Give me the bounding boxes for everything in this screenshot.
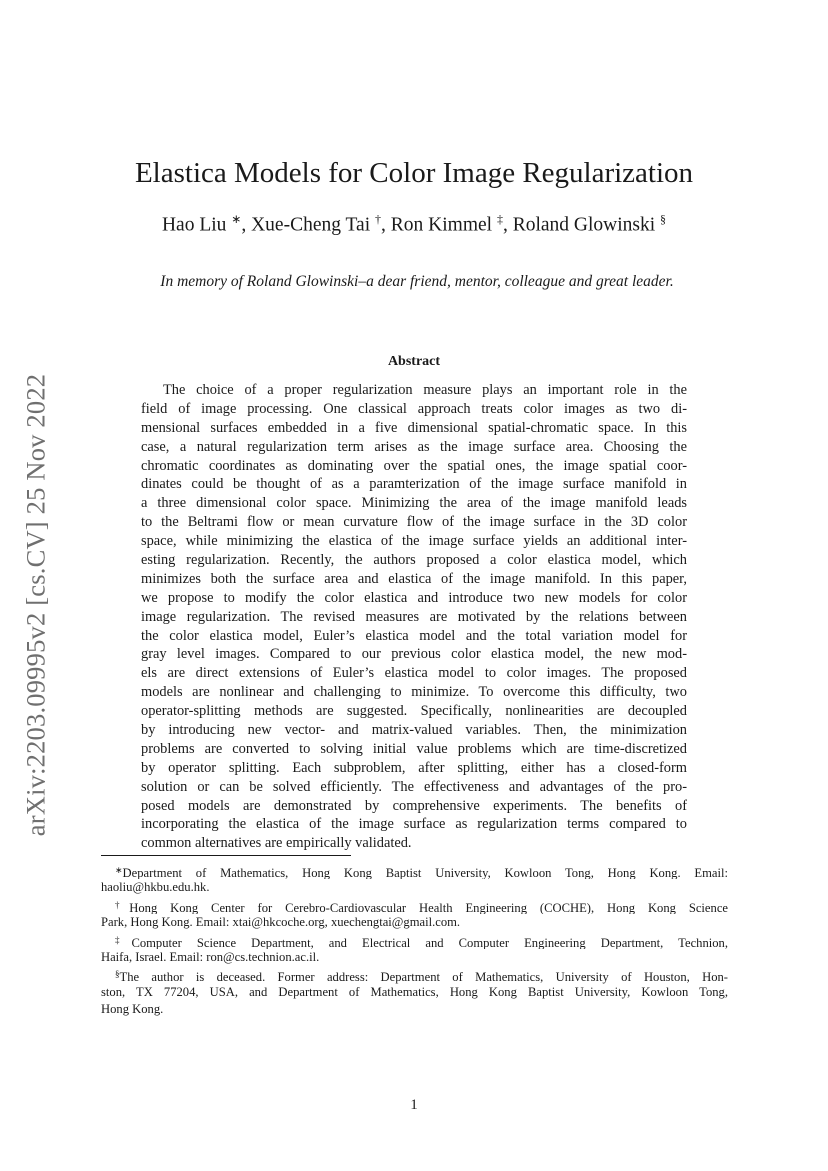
abstract-line: minimizes both the surface area and elastica of the image manifold. In this paper, (141, 570, 687, 587)
footnote-line: Hong Kong. (101, 1002, 164, 1017)
author-name: Xue-Cheng Tai (251, 214, 371, 236)
footnote-mark: ∗ (115, 865, 123, 875)
abstract-line: The choice of a proper regularization measure plays an important role in the (163, 382, 687, 398)
abstract-line: common alternatives are empirically validated. (141, 835, 412, 852)
author-footnote-mark: † (375, 212, 382, 226)
abstract-line: solution or can be solved efficiently. The effectiveness and advantages of the pro- (141, 778, 687, 795)
abstract-line: dinates could be thought of as a paramterization of the image surface manifold in (141, 476, 687, 493)
footnote-text: Department of Mathematics, Hong Kong Baptist University, Kowloon Tong, Hong Kong. Email: (122, 866, 728, 880)
footnote-mark: § (115, 969, 120, 980)
abstract-line: case, a natural regularization term arises as the image surface area. Choosing the (141, 438, 687, 455)
abstract-line: esting regularization. Recently, the authors proposed a color elastica model, which (141, 552, 687, 569)
footnote-line: haoliu@hkbu.edu.hk. (101, 880, 210, 895)
paper-title: Elastica Models for Color Image Regularization (134, 157, 694, 189)
footnote-line (101, 897, 728, 914)
abstract-line: posed models are demonstrated by comprehensive experiments. The benefits of (141, 797, 687, 814)
abstract-line: by introducing new vector- and matrix-valued variables. Then, the minimization (141, 722, 687, 739)
footnote-line: Park, Hong Kong. Email: xtai@hkcoche.org, xuechengtai@gmail.com. (101, 915, 461, 930)
footnote-mark: † (115, 899, 130, 910)
abstract-line: mensional surfaces embedded in a five dimensional spatial-chromatic space. In this (141, 419, 687, 436)
footnotes (101, 862, 728, 1019)
abstract-line: to the Beltrami flow or mean curvature flow of the image surface in the 3D color (141, 514, 687, 531)
footnote-line (101, 966, 728, 983)
author-name: Hao Liu (161, 214, 227, 236)
footnote-divider (101, 855, 351, 856)
abstract-line: gray level images. Compared to our previous color elastica model, the new mod- (141, 646, 687, 663)
author-footnote-mark: ‡ (496, 212, 503, 226)
footnote-text: Computer Science Department, and Electrical and Computer Engineering Department, Technion, (131, 935, 728, 949)
abstract-line: field of image processing. One classical approach treats color images as two di- (141, 400, 687, 417)
abstract-line: by operator splitting. Each subproblem, after splitting, either has a closed-form (141, 759, 687, 776)
abstract-body (141, 381, 687, 853)
footnote-line (101, 862, 728, 879)
abstract-line: els are direct extensions of Euler’s elastica model to color images. The proposed (141, 665, 687, 682)
page-number: 1 (410, 1097, 418, 1113)
footnote-line: Haifa, Israel. Email: ron@cs.technion.ac.il. (101, 949, 320, 964)
abstract-line: chromatic coordinates as dominating over the spatial ones, the image spatial coor- (141, 457, 687, 474)
footnote-text: Hong Kong Center for Cerebro-Cardiovascular Health Engineering (COCHE), Hong Kong Science (129, 900, 728, 915)
dedication: In memory of Roland Glowinski–a dear friend, mentor, colleague and great leader. (160, 273, 674, 290)
abstract-line: operator-splitting methods are suggested. Specifically, nonlinearities are decoupled (141, 703, 687, 720)
abstract-heading: Abstract (387, 354, 441, 369)
author-name: Roland Glowinski (512, 214, 656, 236)
author-name: Ron Kimmel (390, 214, 493, 236)
author-list: Hao Liu ∗, Xue-Cheng Tai †, Ron Kimmel ‡, Roland Glowinski § (161, 212, 667, 236)
abstract-line: a three dimensional color space. Minimizing the area of the image manifold leads (141, 495, 687, 512)
footnote-text: The author is deceased. Former address: Department of Mathematics, University of Houston, Hon- (119, 970, 728, 984)
abstract-line: the color elastica model, Euler’s elastica model and the total variation model for (141, 627, 687, 644)
arxiv-identifier: arXiv:2203.09995v2 [cs.CV] 25 Nov 2022 (20, 373, 51, 837)
abstract-line: problems are converted to solving initial value problems which are time-discretized (141, 740, 687, 757)
footnote-mark: ‡ (115, 934, 132, 945)
author-footnote-mark: § (660, 212, 667, 226)
abstract-line: incorporating the elastica of the image surface as regularization terms compared to (141, 816, 687, 833)
abstract-line: space, while minimizing the elastica of the image surface yields an additional inter- (141, 533, 687, 550)
footnote-line (101, 932, 728, 949)
abstract-line: we propose to modify the color elastica and introduce two new models for color (141, 589, 687, 606)
abstract-line: image regularization. The revised measures are motivated by the relations between (141, 608, 687, 625)
author-footnote-mark: ∗ (231, 212, 242, 226)
abstract-line: models are nonlinear and challenging to minimize. To overcome this difficulty, two (141, 684, 687, 701)
footnote-line: ston, TX 77204, USA, and Department of Mathematics, Hong Kong Baptist University, Kowloon Tong, (101, 984, 728, 999)
